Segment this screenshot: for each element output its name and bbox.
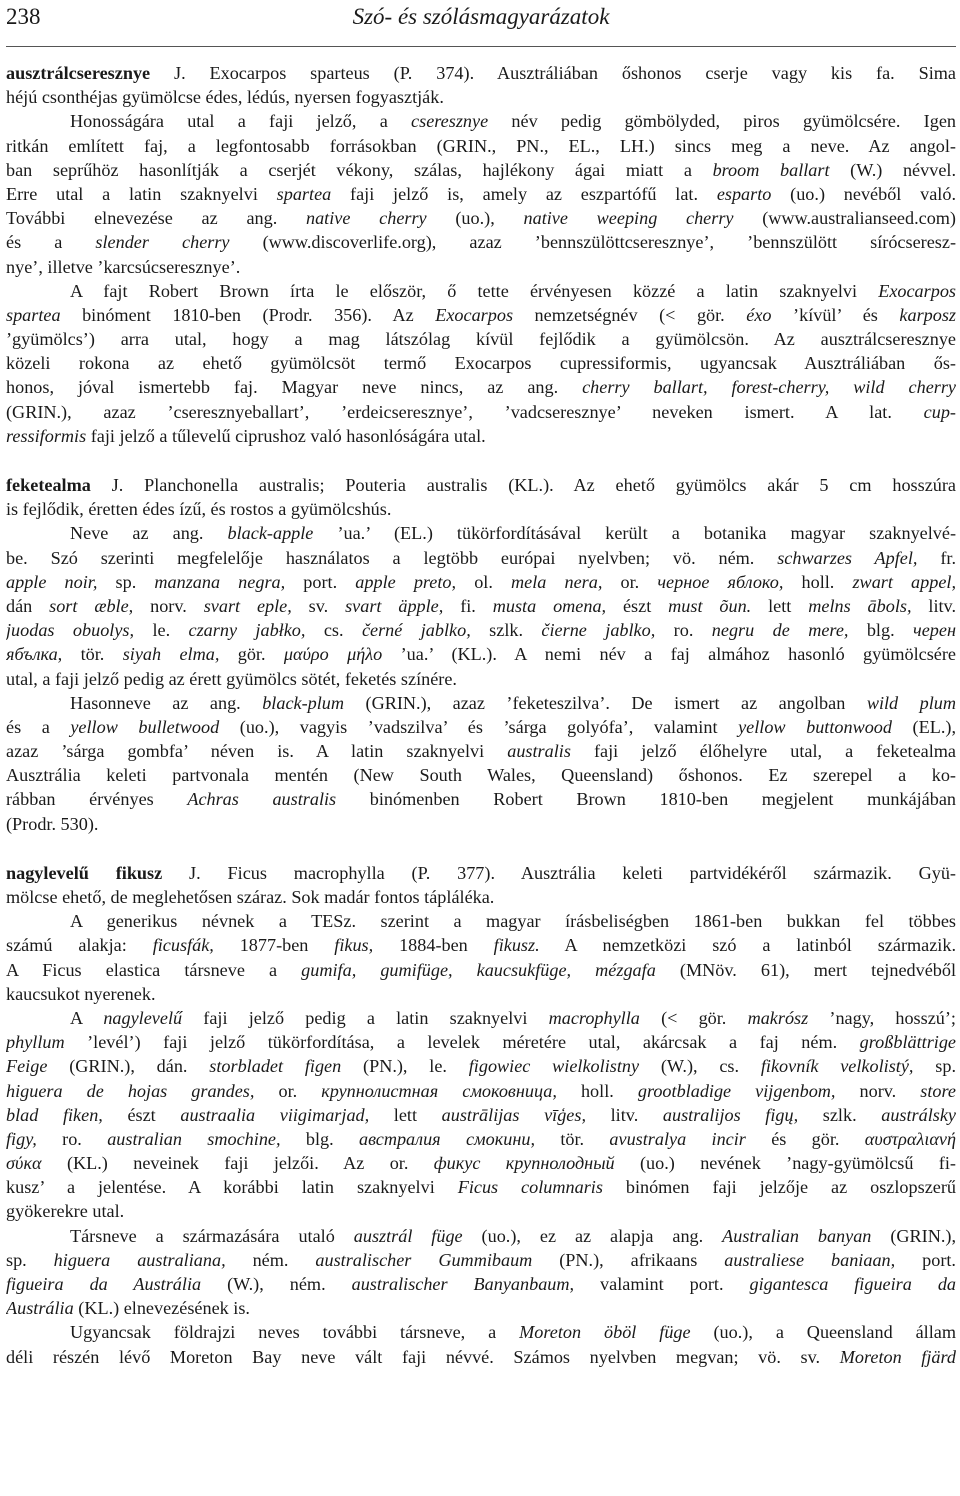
italic-term: австралия смокини, — [359, 1128, 535, 1149]
text-line — [6, 1224, 956, 1248]
text-run: számú alakja: — [6, 935, 153, 956]
italic-term: storbladet figen — [209, 1056, 342, 1077]
italic-term: australischer Banyanbaum, — [351, 1274, 575, 1294]
text-line — [6, 618, 956, 642]
text-line — [6, 279, 956, 303]
text-run: ném. — [225, 1249, 316, 1270]
text-run: név pedig gömbölyded, piros gyümölcsére. Igen — [488, 111, 956, 132]
text-line — [6, 158, 956, 182]
italic-term: wild plum — [866, 692, 956, 713]
text-run: A fajt Robert Brown írta le először, ő tette érvényesen közzé a latin szaknyelvi — [70, 280, 879, 301]
text-line — [6, 521, 956, 545]
text-run: kaucsukot nyerenek. — [6, 983, 156, 1004]
text-run: További elnevezése az ang. — [6, 208, 306, 229]
text-run: (uo.), a Queensland állam — [690, 1322, 956, 1343]
text-run: blg. — [848, 620, 914, 641]
text-run: be. Szó szerinti megfelelője használatos a legtöbb európai nyelvben; vö. ném. — [6, 547, 778, 568]
text-run: ’kívül’ és — [771, 304, 900, 325]
text-run: és gör. — [745, 1128, 865, 1149]
italic-term: apple preto, — [355, 571, 457, 592]
entry-feketealma — [6, 473, 956, 836]
dictionary-page — [6, 0, 956, 1369]
text-run: (MNöv. 61), mert tejnedvéből — [655, 959, 956, 980]
italic-term: Exocarpos — [435, 304, 514, 325]
italic-term: blad fiken, — [6, 1104, 103, 1125]
italic-term: Exocarpos — [878, 280, 956, 301]
italic-term: svart äpple, — [345, 595, 444, 616]
text-run: le. — [134, 620, 189, 641]
running-title: Szó- és szólásmagyarázatok — [352, 4, 610, 29]
text-run: J. Exocarpos sparteus (P. 374). Ausztráliában őshonos cserje vagy kis fa. Sima — [150, 63, 956, 83]
italic-term: figy, — [6, 1128, 37, 1149]
italic-term: großblättrige — [859, 1032, 956, 1053]
text-run: tör. — [535, 1128, 610, 1149]
italic-term: australis — [507, 741, 571, 762]
text-line — [6, 1054, 956, 1078]
text-line — [6, 787, 956, 811]
text-line — [6, 1320, 956, 1344]
italic-term: yellow buttonwood — [738, 716, 892, 737]
italic-term: svart eple, — [203, 595, 292, 616]
text-run: sp. — [913, 1056, 956, 1077]
italic-term: spartea — [276, 183, 332, 204]
text-run: észt — [102, 1104, 181, 1125]
text-run: A — [70, 1007, 104, 1028]
italic-term: sort æble, — [49, 595, 134, 616]
entry-ausztralcseresznye — [6, 61, 956, 448]
text-run: faji jelző a tűlevelű ciprushoz való hasonlóságára utal. — [86, 425, 486, 446]
text-line — [6, 958, 956, 982]
text-line — [6, 351, 956, 375]
text-run: (< gör. — [639, 1007, 748, 1028]
text-line — [6, 206, 956, 230]
italic-term: austrālijas vīģes, — [441, 1104, 587, 1125]
text-run: (uo.), ez az alapja ang. — [462, 1225, 723, 1246]
text-run: A generikus névnek a TESz. szerint a magyar írásbeliségben 1861-ben bukkan fel többes — [70, 911, 956, 932]
text-run: binómen faji jelzője az oszlopszerű — [602, 1177, 956, 1198]
text-line — [6, 1175, 956, 1199]
text-run: Hasonneve az ang. — [70, 692, 263, 713]
headword: feketealma — [6, 475, 91, 495]
text-line — [6, 1030, 956, 1054]
text-run: ’levél’) faji jelző tükörfordítása, a levelek méretére utal, akárcsak a faj ném. — [64, 1032, 860, 1053]
italic-term: apple noir, — [6, 571, 98, 592]
text-run: Társneve a származására utaló — [70, 1225, 354, 1246]
italic-term: Achras australis — [187, 789, 337, 810]
text-run: (EL.), — [892, 716, 956, 737]
italic-term: figowiec wielkolistny — [468, 1056, 640, 1077]
italic-term: czarny jabłko, — [188, 620, 306, 641]
text-line — [6, 1103, 956, 1127]
text-run: Honosságára utal a faji jelző, a — [70, 111, 412, 132]
text-run: ’gyümölcs’) arra utal, hogy a mag látszólag kívül fejlődik a gyümölcsön. Az ausztrálcseresznye — [6, 329, 956, 350]
entry-headline — [6, 861, 956, 885]
text-run: lett — [369, 1104, 442, 1125]
text-line — [6, 424, 956, 448]
italic-term: cherry ballart, forest-cherry, wild cherry — [582, 377, 956, 398]
text-line — [6, 667, 956, 691]
italic-term: μαύρο μήλο — [283, 644, 383, 665]
italic-term: siyah elma, — [122, 644, 220, 665]
text-run: 1884-ben — [373, 935, 494, 956]
text-run: (KL.) neveinek faji jelzői. Az or. — [41, 1153, 434, 1174]
italic-term: gigantesca figueira da — [749, 1274, 956, 1294]
italic-term: phyllum — [6, 1032, 65, 1053]
page-number: 238 — [6, 4, 41, 29]
italic-term: manzana negra, — [154, 571, 286, 592]
text-run: (PN.), le. — [341, 1056, 469, 1077]
italic-term: higuera de hojas grandes, — [6, 1080, 255, 1101]
text-run: (uo.) nevének ’nagy-gyümölcsű fi- — [614, 1153, 956, 1174]
italic-term: macrophylla — [548, 1007, 640, 1028]
italic-term: ябълка, — [6, 644, 63, 665]
text-run: binóment 1810-ben (Prodr. 356). Az — [60, 304, 436, 325]
text-line — [6, 400, 956, 424]
text-line — [6, 303, 956, 327]
italic-term: cup- — [923, 401, 956, 422]
text-line — [6, 982, 956, 1006]
italic-term: Ficus columnaris — [457, 1177, 603, 1198]
text-run: 1877-ben — [213, 935, 335, 956]
italic-term: juodas obuolys, — [6, 620, 135, 641]
text-run: or. — [602, 571, 658, 592]
italic-term: Feige — [6, 1056, 48, 1077]
text-run: (PN.), afrikaans — [532, 1249, 725, 1270]
text-run: déli részén lévő Moreton Bay neve vált faji névvé. Számos nyelvben megvan; vö. sv. — [6, 1346, 840, 1367]
italic-term: fikus, — [334, 935, 374, 956]
text-run: (Prodr. 530). — [6, 813, 99, 834]
text-run: (GRIN.), — [871, 1225, 956, 1246]
text-run: azaz ’sárga gombfa’ néven is. A latin szaknyelvi — [6, 741, 508, 762]
text-run: szlk. — [470, 620, 542, 641]
text-line — [6, 594, 956, 618]
text-line — [6, 1248, 956, 1272]
text-line — [6, 1079, 956, 1103]
text-run: (KL.) elnevezésének is. — [73, 1298, 250, 1319]
entry-nagylevelu-fikusz — [6, 861, 956, 1369]
text-run: J. Ficus macrophylla (P. 377). Ausztrália keleti partvidékéről származik. Gyü- — [162, 862, 956, 883]
italic-term: spartea — [6, 304, 61, 325]
text-run: (uo.), vagyis ’vadszilva’ és ’sárga golyófa’, valamint — [219, 716, 739, 737]
text-run: ’ua.’ (KL.). A nemi név a faj almához hasonló gyümölcsére — [382, 644, 956, 665]
text-run: holl. — [783, 571, 853, 592]
italic-term: australijos figų, — [662, 1104, 799, 1125]
italic-term: black-plum — [262, 692, 345, 713]
text-run: Ugyancsak földrajzi neves további társneve, a — [70, 1322, 520, 1343]
entry-separator — [6, 836, 956, 861]
text-run: (W.), ném. — [201, 1274, 352, 1294]
headword: nagylevelű fikusz — [6, 862, 163, 883]
text-line — [6, 1296, 956, 1320]
text-run: or. — [254, 1080, 322, 1101]
italic-term: черен — [913, 620, 956, 641]
text-run: kusz’ a jelentése. A korábbi latin szaknyelvi — [6, 1177, 458, 1198]
text-line — [6, 1345, 956, 1369]
italic-term: melns ābols, — [808, 595, 912, 616]
headword: ausztrálcseresznye — [6, 63, 151, 83]
text-run: mölcse ehető, de meglehetősen száraz. Sok madár fontos tápláléka. — [6, 887, 495, 907]
text-line — [6, 134, 956, 158]
text-line — [6, 1199, 956, 1223]
text-run: tör. — [62, 644, 123, 665]
text-run: port. — [895, 1249, 956, 1270]
text-run: faji jelző is, amely az eszpartófű lat. — [331, 183, 717, 204]
italic-term: крупнолистная смоковница, — [321, 1080, 557, 1101]
italic-term: australischer Gummibaum — [315, 1249, 533, 1270]
italic-term: фикус крупнолодный — [433, 1153, 615, 1174]
italic-term: esparto — [716, 183, 772, 204]
italic-term: black-apple — [227, 523, 314, 544]
italic-term: yellow bulletwood — [70, 716, 220, 737]
text-run: szlk. — [798, 1104, 882, 1125]
italic-term: avustralya incir — [609, 1128, 746, 1149]
text-run: lett — [751, 595, 809, 616]
text-line — [6, 715, 956, 739]
italic-term: austrálsky — [881, 1104, 956, 1125]
italic-term: ficusfák, — [152, 935, 214, 956]
italic-term: native weeping cherry — [523, 208, 734, 229]
text-run: faji jelző pedig a latin szaknyelvi — [182, 1007, 549, 1028]
text-run: ritkán említett faj, a legfontosabb forrásokban (GRIN., PN., EL., LH.) sincs meg a neve. Az angol- — [6, 135, 956, 156]
text-run: (uo.) nevéből való. — [771, 183, 956, 204]
text-run: fi. — [443, 595, 493, 616]
italic-term: slender cherry — [95, 232, 230, 253]
text-run: port. — [285, 571, 356, 592]
text-run: cs. — [305, 620, 362, 641]
text-line — [6, 812, 956, 836]
text-line — [6, 1006, 956, 1030]
text-line — [6, 109, 956, 133]
text-run: ban seprűhöz hasonlítják a cserjét vékony, szálas, hajlékony ágai miatt a — [6, 159, 713, 180]
text-line — [6, 255, 956, 279]
text-run: héjú csonthéjas gyümölcse édes, lédús, nyersen fogyasztják. — [6, 87, 444, 108]
italic-term: musta omena, — [492, 595, 607, 616]
text-run: észt — [606, 595, 669, 616]
italic-term: ressiformis — [6, 425, 87, 446]
text-line — [6, 1151, 956, 1175]
text-run: holl. — [556, 1080, 638, 1101]
text-run: és a — [6, 716, 71, 737]
italic-term: native cherry — [305, 208, 427, 229]
text-run: gyökerekre utal. — [6, 1201, 125, 1222]
text-line — [6, 1272, 956, 1296]
text-line — [6, 642, 956, 666]
text-run: (GRIN.), azaz ’feketeszilva’. De ismert az angolban — [344, 692, 867, 713]
text-run: sv. — [291, 595, 346, 616]
text-run: Ausztrália keleti partvonala mentén (New South Wales, Queensland) őshonos. Ez szerepel a ko- — [6, 765, 956, 786]
text-run: J. Planchonella australis; Pouteria australis (KL.). Az ehető gyümölcs akár 5 cm hosszúra — [90, 475, 956, 495]
text-run: sp. — [97, 571, 155, 592]
text-run: ro. — [36, 1128, 108, 1149]
text-run: faji jelző élőhelyre utal, a feketealma — [570, 741, 956, 762]
text-line — [6, 691, 956, 715]
text-run: Erre utal a latin szaknyelvi — [6, 183, 277, 204]
text-run: (uo.), — [426, 208, 524, 229]
text-run: nemzetségnév (< gör. — [513, 304, 747, 325]
italic-term: negru de mere, — [711, 620, 849, 641]
italic-term: Australian banyan — [722, 1225, 872, 1246]
text-line — [6, 546, 956, 570]
text-run: nye’, illetve ’karcsúcseresznye’. — [6, 256, 241, 277]
text-run: sp. — [6, 1249, 54, 1270]
text-run: ro. — [655, 620, 712, 641]
italic-term: makrósz — [747, 1007, 809, 1028]
text-run: (W.) névvel. — [829, 159, 956, 180]
text-run: A Ficus elastica társneve a — [6, 959, 302, 980]
text-run: dán — [6, 595, 50, 616]
italic-term: cseresznye — [411, 111, 489, 132]
italic-term: australiese baniaan, — [724, 1249, 896, 1270]
italic-term: broom ballart — [712, 159, 830, 180]
text-run: ’nagy, hosszú’; — [808, 1007, 956, 1028]
italic-term: mela nera, — [511, 571, 603, 592]
italic-term: figueira da Austrália — [6, 1274, 202, 1294]
italic-term: must õun. — [668, 595, 752, 616]
italic-term: gumifa, gumifüge, kaucsukfüge, mézgafa — [301, 959, 656, 980]
text-run: litv. — [911, 595, 956, 616]
entry-separator — [6, 448, 956, 473]
italic-term: australian smochine, — [107, 1128, 281, 1149]
text-run: norv. — [835, 1080, 921, 1101]
text-line — [6, 933, 956, 957]
italic-term: store — [920, 1080, 956, 1101]
italic-term: Austrália — [6, 1298, 74, 1319]
text-line — [6, 1127, 956, 1151]
text-run: gör. — [219, 644, 284, 665]
text-run: utal, a faji jelző pedig az érett gyümölcs sötét, feketés színére. — [6, 668, 457, 689]
italic-term: schwarzes Apfel, — [777, 547, 918, 568]
text-run: (www.australianseed.com) — [733, 208, 956, 229]
italic-term: éxo — [746, 304, 772, 325]
text-run: valamint port. — [574, 1274, 750, 1294]
italic-term: fikusz. — [493, 935, 540, 956]
text-run: közeli rokona az ehető gyümölcsöt termő Exocarpos cupressiformis, ugyancsak Ausztráliában ős- — [6, 353, 956, 374]
text-line — [6, 327, 956, 351]
text-run: is fejlődik, éretten édes ízű, és rostos a gyümölcshús. — [6, 499, 392, 520]
text-run: (GRIN.), azaz ’cseresznyeballart’, ’erdeicseresznye’, ’vadcseresznye’ neveken ismert. A lat. — [6, 401, 924, 422]
italic-term: higuera australiana, — [53, 1249, 226, 1270]
italic-term: черное яблоко, — [657, 571, 784, 592]
text-run: ’ua.’ (EL.) tükörfordításával került a botanika magyar szaknyelvé- — [313, 523, 956, 544]
text-run: (GRIN.), dán. — [47, 1056, 210, 1077]
text-run: binómenben Robert Brown 1810-ben megjelent munkájában — [336, 789, 956, 810]
italic-term: grootbladige vijgenbom, — [637, 1080, 836, 1101]
italic-term: austraalia viigimarjad, — [180, 1104, 370, 1125]
text-run: (W.), cs. — [639, 1056, 761, 1077]
italic-term: černé jablko, — [361, 620, 471, 641]
text-run: honos, jóval ismertebb faj. Magyar neve nincs, az ang. — [6, 377, 583, 398]
italic-term: Moreton fjärd — [839, 1346, 956, 1367]
italic-term: zwart appel, — [852, 571, 956, 592]
text-line — [6, 909, 956, 933]
text-run: litv. — [586, 1104, 663, 1125]
italic-term: ausztrál füge — [353, 1225, 463, 1246]
italic-term: αυστραλιανή — [864, 1128, 956, 1149]
text-run: blg. — [280, 1128, 359, 1149]
italic-term: nagylevelű — [103, 1007, 183, 1028]
text-line — [6, 182, 956, 206]
italic-term: σύκα — [6, 1153, 42, 1174]
text-run: (www.discoverlife.org), azaz ’bennszülöttcseresznye’, ’bennszülött sírócseresz- — [229, 232, 956, 253]
text-run: rábban érvényes — [6, 789, 188, 810]
text-run: fr. — [917, 547, 956, 568]
text-line — [6, 375, 956, 399]
text-run: norv. — [133, 595, 204, 616]
text-run: ol. — [456, 571, 512, 592]
text-line — [6, 739, 956, 763]
text-line — [6, 885, 956, 909]
entry-headline — [6, 61, 956, 85]
italic-term: karposz — [899, 304, 956, 325]
page-header — [6, 0, 956, 47]
entry-headline — [6, 473, 956, 497]
italic-term: fikovník velkolistý, — [760, 1056, 914, 1077]
text-line — [6, 497, 956, 521]
text-line — [6, 230, 956, 254]
italic-term: Moreton öböl füge — [519, 1322, 691, 1343]
text-line — [6, 85, 956, 109]
text-run: A nemzetközi szó a latinból származik. — [539, 935, 956, 956]
text-line — [6, 570, 956, 594]
italic-term: čierne jablko, — [541, 620, 656, 641]
text-line — [6, 763, 956, 787]
text-run: és a — [6, 232, 96, 253]
text-run: Neve az ang. — [70, 523, 228, 544]
